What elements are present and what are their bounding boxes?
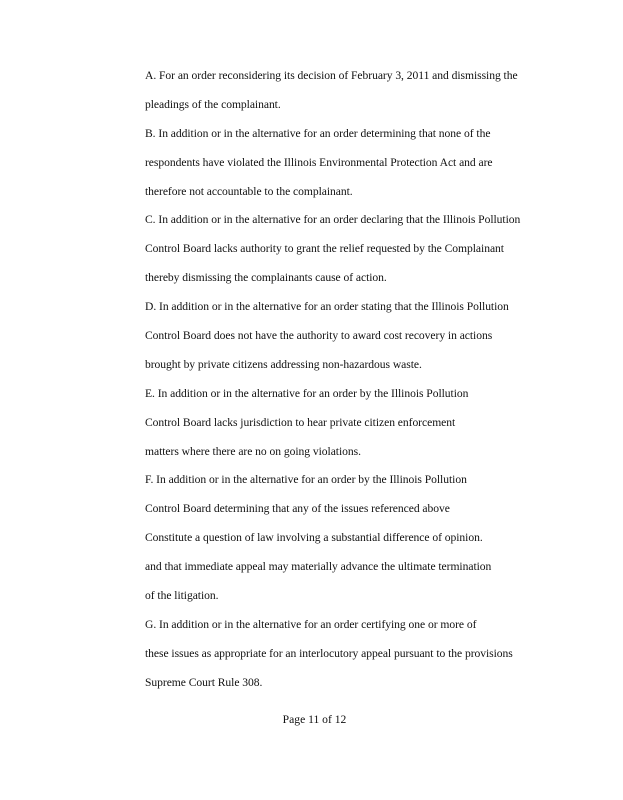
text-line: G. In addition or in the alternative for an order certifying one or more of: [145, 617, 477, 631]
text-line: pleadings of the complainant.: [145, 97, 281, 111]
text-line: brought by private citizens addressing non-hazardous waste.: [145, 357, 422, 371]
text-line: B. In addition or in the alternative for an order determining that none of the: [145, 126, 491, 140]
page-footer: [0, 710, 623, 730]
text-line: these issues as appropriate for an interlocutory appeal pursuant to the provisions: [145, 646, 513, 660]
text-line: Supreme Court Rule 308.: [145, 675, 263, 689]
text-line: of the litigation.: [145, 589, 219, 603]
text-line: Control Board lacks authority to grant the relief requested by the Complainant: [145, 242, 504, 256]
text-line: and that immediate appeal may materially advance the ultimate termination: [145, 560, 492, 574]
text-line: A. For an order reconsidering its decision of February 3, 2011 and dismissing the: [145, 69, 518, 82]
text-line: Control Board lacks jurisdiction to hear private citizen enforcement: [145, 415, 456, 429]
text-line: F. In addition or in the alternative for an order by the Illinois Pollution: [145, 473, 467, 487]
text-line: thereby dismissing the complainants cause of action.: [145, 271, 387, 285]
text-line: C. In addition or in the alternative for an order declaring that the Illinois Pollution: [145, 213, 521, 227]
text-line: respondents have violated the Illinois Environmental Protection Act and are: [145, 155, 493, 169]
page-number: Page 11 of 12: [282, 713, 347, 726]
document-body: [145, 66, 585, 702]
text-line: Control Board does not have the authority to award cost recovery in actions: [145, 329, 493, 343]
text-line: D. In addition or in the alternative for an order stating that the Illinois Pollution: [145, 300, 509, 314]
text-line: Constitute a question of law involving a substantial difference of opinion.: [145, 531, 483, 545]
text-line: Control Board determining that any of the issues referenced above: [145, 502, 450, 516]
text-line: E. In addition or in the alternative for an order by the Illinois Pollution: [145, 386, 469, 400]
text-line: therefore not accountable to the complainant.: [145, 184, 353, 198]
text-line: matters where there are no on going violations.: [145, 444, 361, 458]
